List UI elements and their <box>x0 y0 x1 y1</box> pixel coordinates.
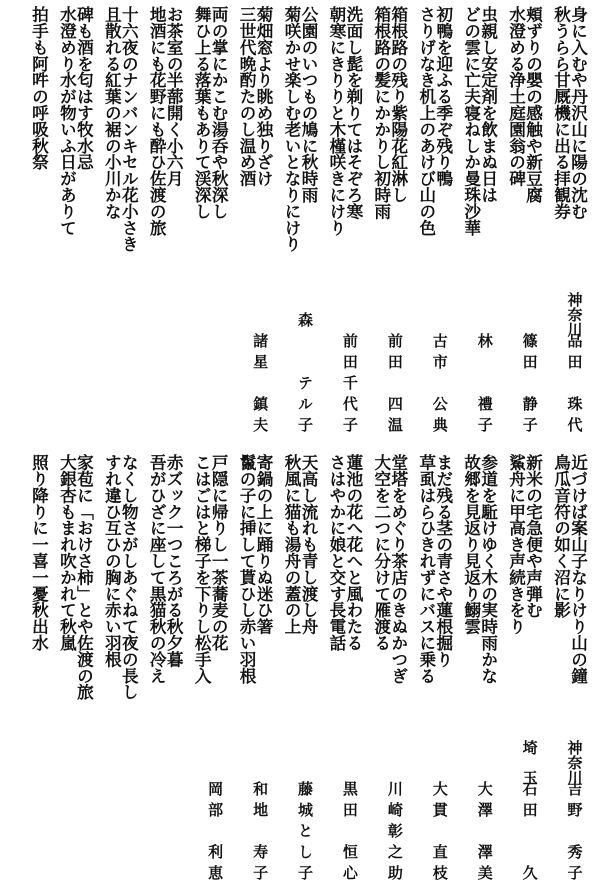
poet-credit <box>379 292 403 438</box>
poet-name: 大澤 澤美 <box>475 781 494 886</box>
poet-name: 藤城とし子 <box>296 781 314 886</box>
poet-credit <box>469 740 493 886</box>
haiku-lines <box>57 454 95 886</box>
poet-credit <box>244 292 268 438</box>
haiku-line: すれ違ひ互ひの胸に赤い羽根 <box>102 454 123 668</box>
haiku-lines <box>13 6 50 438</box>
poet-column <box>508 0 542 440</box>
haiku-line: 秋うらら甘厩機に出る拝観券 <box>551 6 572 220</box>
haiku-lines <box>102 6 140 438</box>
haiku-line: 天高し流れも青し渡し舟 <box>299 454 319 635</box>
haiku-line: 身に入むや丹沢山に陽の沈む <box>568 6 589 220</box>
haiku-line: こはごはと梯子を下りし松手入 <box>192 454 213 684</box>
haiku-line: 十六夜のナンバンキセル花小さき <box>119 6 140 252</box>
haiku-line: 菊畑窓より眺め独りざけ <box>254 6 275 187</box>
haiku-line: 秋風に猫も湯舟の蓋の上 <box>282 454 302 635</box>
poet-credit <box>334 740 358 886</box>
haiku-line: 且散れる紅葉の裾の小川かな <box>102 6 123 220</box>
poet-column <box>508 448 542 888</box>
haiku-line: どの雲に亡夫寝ねしか曼珠沙華 <box>461 6 482 236</box>
haiku-line: 拍手も阿吽の呼吸秋祭 <box>29 6 50 170</box>
haiku-line: さりげなき机上のあけび山の色 <box>416 6 437 236</box>
poet-name: 林 禮子 <box>475 333 494 438</box>
poet-name: 和地 寿子 <box>251 781 270 886</box>
poet-credit <box>559 740 583 886</box>
poet-prefecture: 神奈川 <box>565 740 584 785</box>
poet-name: 古市 公典 <box>430 333 449 438</box>
haiku-line: 赤ズック一つころがる秋夕暮 <box>164 454 185 668</box>
poet-credit <box>244 740 268 886</box>
haiku-line: 虫親し安定剤を飲まぬ日は <box>478 6 499 203</box>
haiku-line: 箱根路の髪にかかりし初時雨 <box>371 6 392 220</box>
haiku-line: さはやかに娘と交す長電話 <box>326 454 347 651</box>
haiku-line: 大空を二つに分けて雁渡る <box>371 454 392 651</box>
haiku-line: お茶室の半蔀開く小六月 <box>164 6 185 187</box>
haiku-line: 家苞に「おけさ柿」とや佐渡の旅 <box>74 454 95 700</box>
haiku-line: 碑も酒を匂はす牧水忌 <box>74 6 95 170</box>
haiku-line: 水澄める浄土庭園翁の碑 <box>506 6 527 187</box>
poet-name: 前田千代子 <box>340 333 359 438</box>
poet-credit <box>469 292 493 438</box>
poet-column <box>328 0 362 440</box>
poet-column <box>102 448 140 888</box>
haiku-line: 新米の宅急便や声弾む <box>523 454 544 618</box>
poet-column <box>57 0 95 440</box>
haiku-line: 菊咲かせ楽しむ老いとなりにけり <box>282 6 302 252</box>
upper-haiku-section <box>0 0 600 440</box>
poet-credit <box>424 292 448 438</box>
haiku-line: 鳥瓜音符の如く沼に影 <box>551 454 572 618</box>
haiku-line: 箱根路の残り紫陽花紅淋し <box>388 6 409 203</box>
poet-credit <box>514 292 538 438</box>
poet-name: 品田 珠代 <box>565 333 584 438</box>
poet-credit <box>514 740 538 886</box>
poet-name: 森 テル子 <box>296 312 314 438</box>
poet-column <box>418 448 452 888</box>
poet-name: 吉野 秀子 <box>565 781 584 886</box>
poet-name: 川崎彰之助 <box>385 781 404 886</box>
poet-name: 大貫 直枝 <box>430 781 449 886</box>
poet-column <box>418 0 452 440</box>
poet-credit <box>559 292 583 438</box>
haiku-line: なくし物さがしあぐねて夜の長し <box>119 454 140 700</box>
poet-column <box>373 448 407 888</box>
haiku-line: 公園のいつもの鳩に秋時雨 <box>299 6 319 203</box>
poet-column <box>283 0 317 440</box>
haiku-lines <box>102 454 140 886</box>
poet-credit <box>289 292 313 438</box>
haiku-line: 頬ずりの嬰の感触や新豆腐 <box>523 6 544 203</box>
haiku-line: 鯊舟に甲高き声続きをり <box>506 454 527 635</box>
poet-name: 石田 久 <box>520 781 539 886</box>
haiku-lines <box>147 6 185 438</box>
poet-column <box>553 0 587 440</box>
haiku-line: 朝寒にきりりと木槿咲きにけり <box>326 6 347 236</box>
haiku-line: まだ残る茎の青さや蓮根掘り <box>433 454 454 668</box>
poet-name: 岡部 利恵 <box>206 781 225 886</box>
haiku-lines <box>192 6 230 438</box>
haiku-line: 蓮池の花へ花へと風わたる <box>343 454 364 651</box>
poet-column <box>373 0 407 440</box>
haiku-lines <box>147 454 185 886</box>
poet-column <box>102 0 140 440</box>
haiku-line: 洗面し髭を剃りてはそぞろ寒 <box>343 6 364 220</box>
haiku-line: 舞ひ上る落葉もありて渓深し <box>192 6 213 220</box>
poet-name: 黒田 恒心 <box>340 781 359 886</box>
poet-column <box>13 448 50 888</box>
haiku-line: 参道を駈けゆく木の実時雨かな <box>478 454 499 684</box>
poet-column <box>237 0 275 440</box>
poet-column <box>553 448 587 888</box>
haiku-line: 初鴨を迎ふる季ぞ残り鴨 <box>433 6 454 187</box>
haiku-line: 故郷を見返り見返り鰯雲 <box>461 454 482 635</box>
poet-credit <box>379 740 403 886</box>
poet-column <box>192 0 230 440</box>
haiku-lines <box>57 6 95 438</box>
haiku-line: 寄鍋の上に踊りぬ迷ひ箸 <box>254 454 275 635</box>
poet-column <box>463 448 497 888</box>
haiku-line: 堂塔をめぐり茶店のきぬかつぎ <box>388 454 409 684</box>
poet-name: 篠田 静子 <box>520 333 539 438</box>
haiku-line: 大銀杏もまれ吹かれて秋嵐 <box>57 454 78 651</box>
poet-column <box>463 0 497 440</box>
poet-column <box>57 448 95 888</box>
haiku-line: 照り降りに一喜一憂秋出水 <box>29 454 50 651</box>
poet-credit <box>334 292 358 438</box>
poet-column <box>192 448 230 888</box>
lower-haiku-section <box>0 448 600 888</box>
haiku-line: 草虱はらひきれずにバスに乗る <box>416 454 437 684</box>
poet-name: 前田 四温 <box>385 333 404 438</box>
haiku-line: 近づけば案山子なりけり山の鐘 <box>568 454 589 684</box>
haiku-line: 地酒にも花野にも酔ひ佐渡の旅 <box>147 6 168 236</box>
poet-credit <box>199 740 223 886</box>
poet-credit <box>424 740 448 886</box>
poet-column <box>237 448 275 888</box>
haiku-line: 両の掌にかこむ湯呑や秋深し <box>209 6 230 220</box>
poet-column <box>147 448 185 888</box>
haiku-line: 三世代晩酌たのし温め酒 <box>237 6 258 187</box>
poet-name: 諸星 鎮夫 <box>251 333 270 438</box>
haiku-line: 鬣の子に挿して貰ひし赤い羽根 <box>237 454 258 684</box>
haiku-line: 水澄めり水が物いふ日がありて <box>57 6 78 236</box>
haiku-line: 吾がひざに座して黒猫秋の冷え <box>147 454 168 684</box>
haiku-line: 戸隠に帰りし一茶蕎麦の花 <box>209 454 230 651</box>
poet-prefecture: 神奈川 <box>565 292 584 337</box>
poet-column <box>283 448 317 888</box>
poet-column <box>13 0 50 440</box>
poet-prefecture: 埼 玉 <box>520 740 539 785</box>
poet-column <box>147 0 185 440</box>
poet-credit <box>289 740 313 886</box>
haiku-lines <box>13 454 50 886</box>
poet-column <box>328 448 362 888</box>
